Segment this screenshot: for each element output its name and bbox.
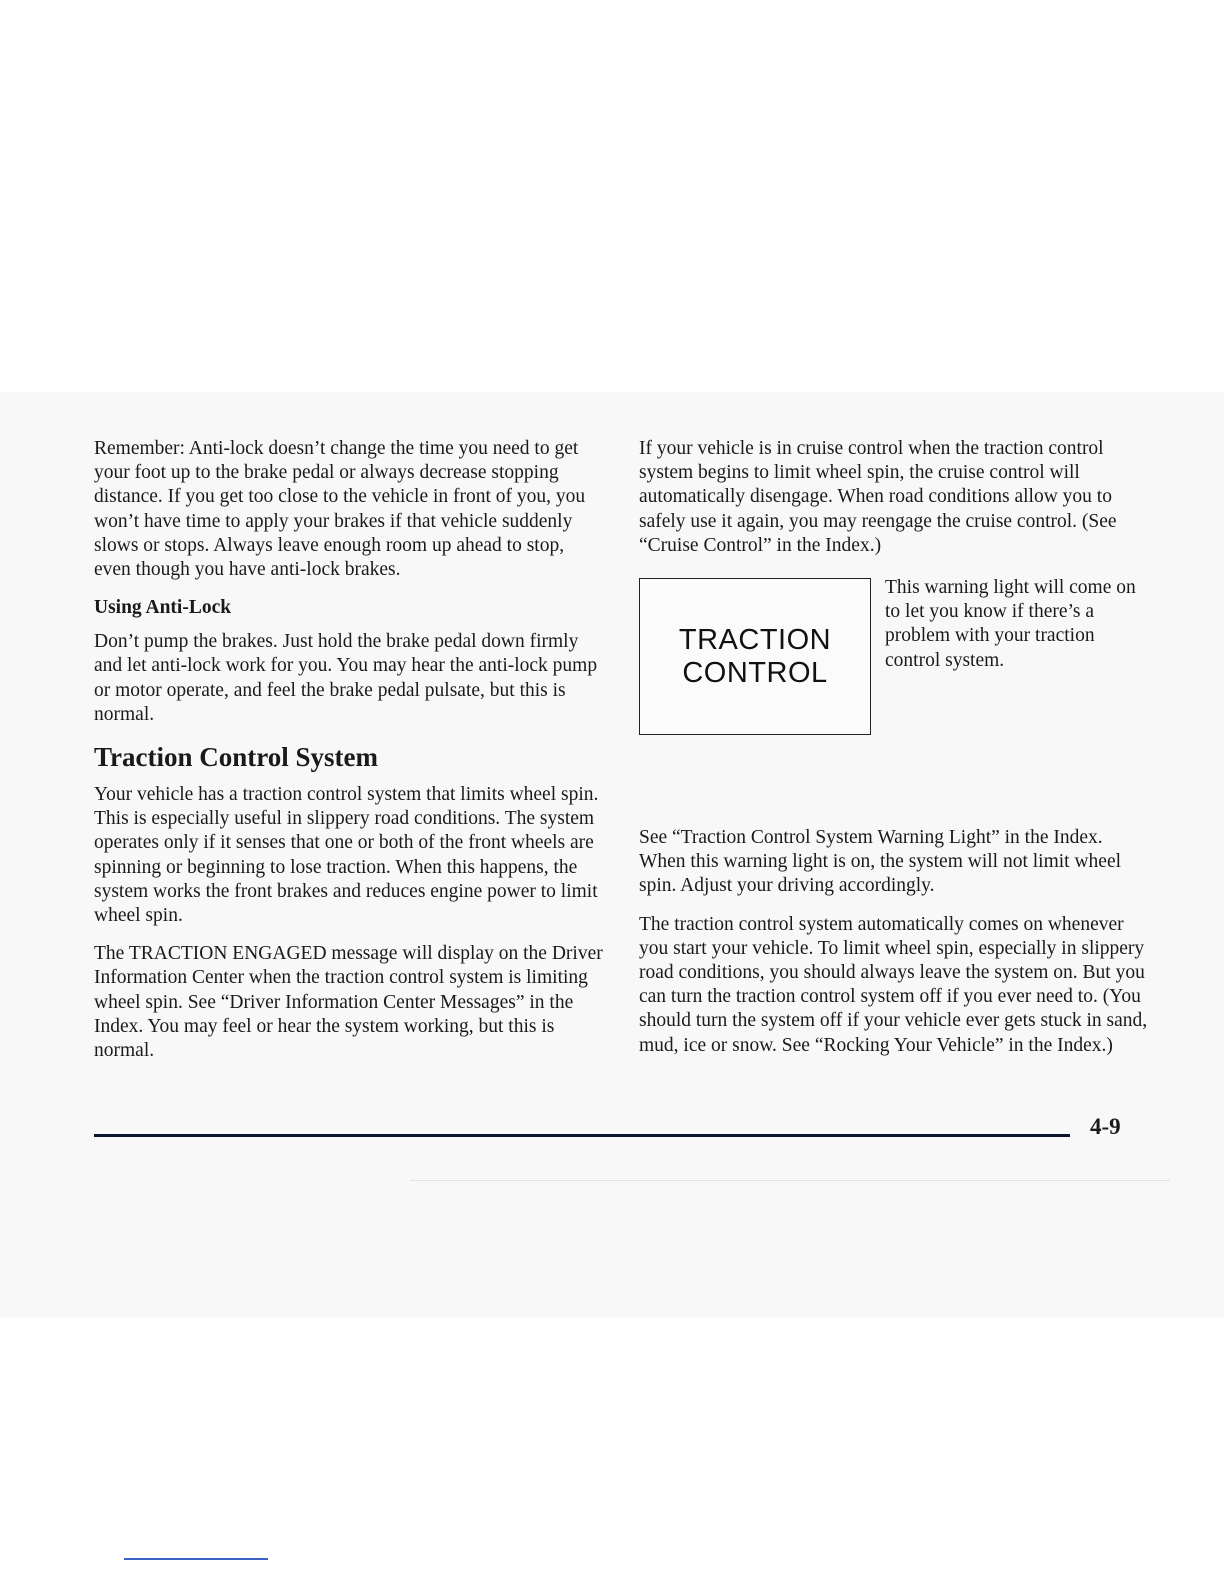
left-column [94,437,604,1077]
using-antilock-paragraph: Don’t pump the brakes. Just hold the brake pedal down firmly and let anti-lock work for you. You may hear the anti-lock pump or motor operate, and feel the brake pedal pulsate, but this is normal. [94,631,598,725]
footer-rule [94,1134,1070,1137]
remember-paragraph: Remember: Anti-lock doesn’t change the time you need to get your foot up to the brake pedal or always decrease stopping distance. If you get too close to the vehicle in front of you, you won’t have time to apply your brakes if that vehicle suddenly slows or stops. Always leave enough room up ahead to stop, even though you have anti-lock brakes. [94,438,586,581]
cruise-paragraph: If your vehicle is in cruise control when the traction control system begins to limit wheel spin, the cruise control will automatically disengage. When road conditions allow you to safely use it again, you may reengage the cruise control. (See “Cruise Control” in the Index.) [639,438,1117,556]
traction-control-warning-light-icon [639,578,871,735]
automatic-on-paragraph: The traction control system automatically comes on whenever you start your vehicle. To limit wheel spin, especially in slippery road conditions, you should always leave the system on. But you can turn the traction control system off if you ever need to. (You should turn the system off if your vehicle ever gets stuck in sand, mud, ice or snow. See “Rocking Your Vehicle” in the Index.) [639,913,1148,1056]
warning-light-block [639,576,1149,806]
warning-light-caption: This warning light will come on to let you know if there’s a problem with your traction control system. [885,577,1136,671]
traction-control-heading: Traction Control System [94,742,378,773]
using-antilock-heading: Using Anti-Lock [94,597,232,619]
see-warning-light-paragraph: See “Traction Control System Warning Light” in the Index. When this warning light is on, the system will not limit wheel spin. Adjust your driving accordingly. [639,827,1122,897]
indicator-line-2: CONTROL [682,656,828,689]
right-column [639,437,1149,1072]
traction-paragraph-1: Your vehicle has a traction control system that limits wheel spin. This is especially useful in slippery road conditions. The system operates only if it senses that one or both of the front wheels are spinning or beginning to lose traction. When this happens, the system works the front brakes and reduces engine power to limit wheel spin. [94,784,599,927]
bottom-link-underline [124,1558,268,1560]
indicator-line-1: TRACTION [678,623,832,656]
traction-paragraph-2: The TRACTION ENGAGED message will display on the Driver Information Center when the traction control system is limiting wheel spin. See “Driver Information Center Messages” in the Index. You may feel or hear the system working, but this is normal. [94,943,603,1062]
page-number: 4-9 [1090,1114,1121,1139]
faint-divider [410,1180,1170,1181]
